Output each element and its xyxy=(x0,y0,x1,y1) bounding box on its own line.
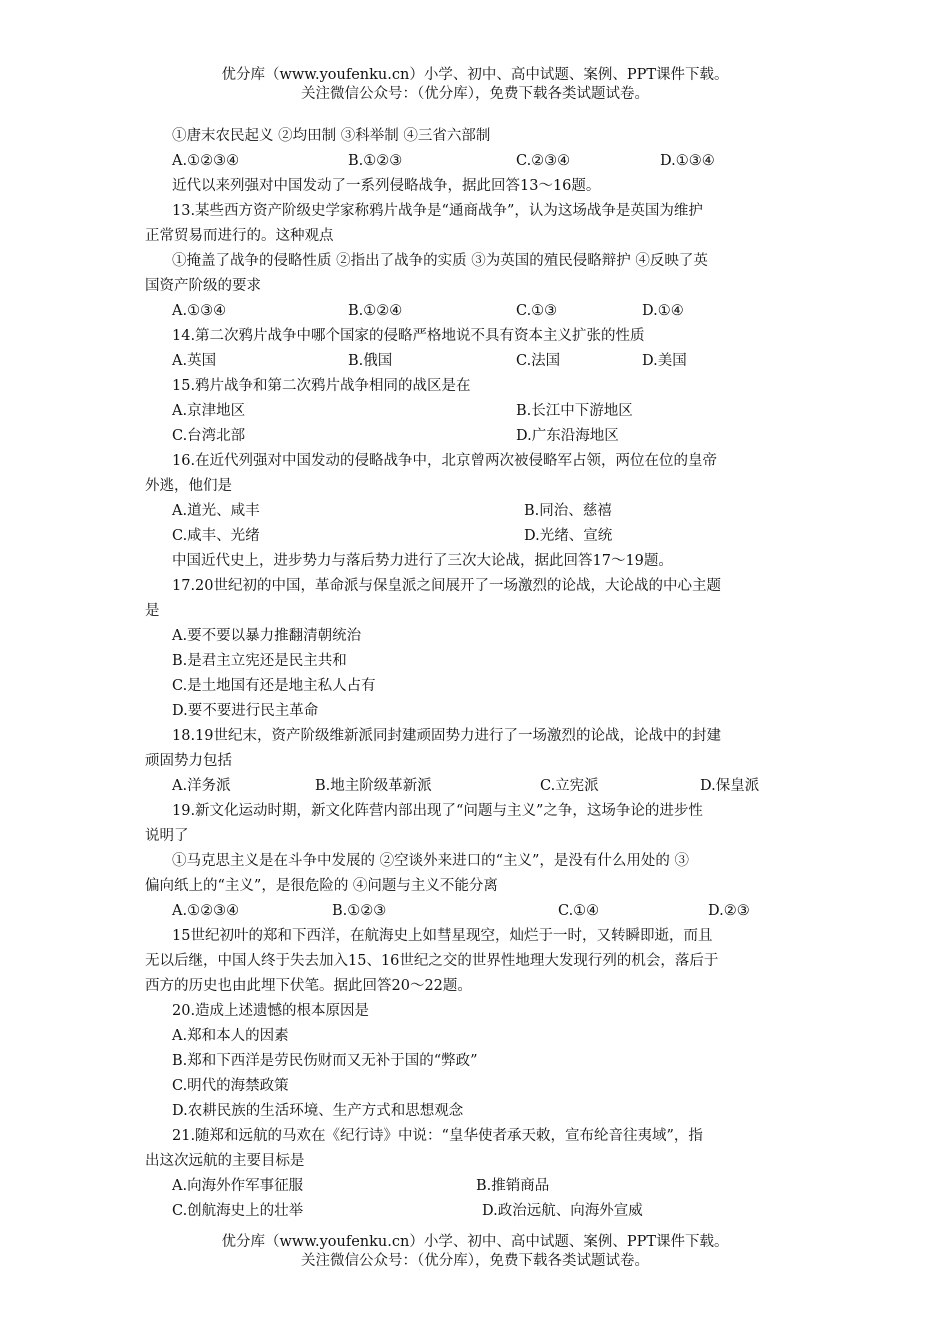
q15-option-b: B.长江中下游地区 xyxy=(516,403,633,419)
q16-stem-2: 外逃，他们是 xyxy=(145,478,232,494)
q21-option-c: C.创航海史上的壮举 xyxy=(172,1203,304,1219)
q16-option-c: C.咸丰、光绪 xyxy=(172,528,260,544)
intro20-line-3: 西方的历史也由此埋下伏笔。据此回答20～22题。 xyxy=(145,978,472,994)
q19-option-c: C.①④ xyxy=(558,903,600,919)
q18-stem-2: 顽固势力包括 xyxy=(145,753,232,769)
q17-stem-2: 是 xyxy=(145,603,160,619)
q12-option-c: C.②③④ xyxy=(516,153,571,169)
q19-option-d: D.②③ xyxy=(708,903,750,919)
intro20-line-2: 无以后继，中国人终于失去加入15、16世纪之交的世界性地理大发现行列的机会，落后于 xyxy=(145,953,719,969)
q18-option-a: A.洋务派 xyxy=(172,778,231,794)
q17-option-d: D.要不要进行民主革命 xyxy=(172,703,319,719)
q20-option-c: C.明代的海禁政策 xyxy=(172,1078,289,1094)
q12-items: ①唐末农民起义 ②均田制 ③科举制 ④三省六部制 xyxy=(172,128,491,144)
q19-stem-1: 19.新文化运动时期，新文化阵营内部出现了“问题与主义”之争，这场争论的进步性 xyxy=(172,803,703,819)
q15-stem: 15.鸦片战争和第二次鸦片战争相同的战区是在 xyxy=(172,378,471,394)
q15-option-a: A.京津地区 xyxy=(172,403,246,419)
q17-option-b: B.是君主立宪还是民主共和 xyxy=(172,653,347,669)
q14-option-c: C.法国 xyxy=(516,353,561,369)
q13-option-d: D.①④ xyxy=(642,303,684,319)
q18-option-d: D.保皇派 xyxy=(700,778,760,794)
q17-option-a: A.要不要以暴力推翻清朝统治 xyxy=(172,628,362,644)
q16-stem-1: 16.在近代列强对中国发动的侵略战争中，北京曾两次被侵略军占领，两位在位的皇帝 xyxy=(172,453,718,469)
q21-stem-1: 21.随郑和远航的马欢在《纪行诗》中说：“皇华使者承天敕，宣布纶音往夷域”，指 xyxy=(172,1128,703,1144)
q18-option-b: B.地主阶级革新派 xyxy=(315,778,432,794)
q14-stem: 14.第二次鸦片战争中哪个国家的侵略严格地说不具有资本主义扩张的性质 xyxy=(172,328,645,344)
intro-17-19: 中国近代史上，进步势力与落后势力进行了三次大论战，据此回答17～19题。 xyxy=(172,553,673,569)
q13-items-2: 国资产阶级的要求 xyxy=(145,278,261,294)
q16-option-d: D.光绪、宣统 xyxy=(524,528,613,544)
q20-option-b: B.郑和下西洋是劳民伤财而又无补于国的“弊政” xyxy=(172,1053,478,1069)
q13-option-b: B.①②④ xyxy=(348,303,403,319)
q16-option-b: B.同治、慈禧 xyxy=(524,503,612,519)
q16-option-a: A.道光、咸丰 xyxy=(172,503,260,519)
q18-stem-1: 18.19世纪末，资产阶级维新派同封建顽固势力进行了一场激烈的论战，论战中的封建 xyxy=(172,728,722,744)
q14-option-d: D.美国 xyxy=(642,353,687,369)
q17-stem-1: 17.20世纪初的中国，革命派与保皇派之间展开了一场激烈的论战，大论战的中心主题 xyxy=(172,578,722,594)
q21-option-a: A.向海外作军事征服 xyxy=(172,1178,304,1194)
q15-option-d: D.广东沿海地区 xyxy=(516,428,619,444)
q18-option-c: C.立宪派 xyxy=(540,778,599,794)
q17-option-c: C.是土地国有还是地主私人占有 xyxy=(172,678,376,694)
q15-option-c: C.台湾北部 xyxy=(172,428,246,444)
q20-option-d: D.农耕民族的生活环境、生产方式和思想观念 xyxy=(172,1103,464,1119)
q19-option-b: B.①②③ xyxy=(332,903,387,919)
intro-13-16: 近代以来列强对中国发动了一系列侵略战争，据此回答13～16题。 xyxy=(172,178,601,194)
q13-option-a: A.①③④ xyxy=(172,303,227,319)
q12-option-a: A.①②③④ xyxy=(172,153,240,169)
q20-stem: 20.造成上述遗憾的根本原因是 xyxy=(172,1003,370,1019)
q13-stem-1: 13.某些西方资产阶级史学家称鸦片战争是“通商战争”，认为这场战争是英国为维护 xyxy=(172,203,703,219)
intro20-line-1: 15世纪初叶的郑和下西洋，在航海史上如彗星现空，灿烂于一时，又转瞬即逝，而且 xyxy=(172,928,713,944)
footer-line-2: 关注微信公众号：（优分库），免费下载各类试题试卷。 xyxy=(301,1253,649,1269)
header-line-1: 优分库（www.youfenku.cn）小学、初中、高中试题、案例、PPT课件下载。 xyxy=(221,67,729,83)
q21-option-d: D.政治远航、向海外宣威 xyxy=(482,1203,643,1219)
q21-option-b: B.推销商品 xyxy=(476,1178,550,1194)
q19-items-2: 偏向纸上的“主义”，是很危险的 ④问题与主义不能分离 xyxy=(145,878,498,894)
q13-option-c: C.①③ xyxy=(516,303,558,319)
q14-option-a: A.英国 xyxy=(172,353,217,369)
header-line-2: 关注微信公众号：（优分库），免费下载各类试题试卷。 xyxy=(301,86,649,102)
q21-stem-2: 出这次远航的主要目标是 xyxy=(145,1153,305,1169)
q13-items-1: ①掩盖了战争的侵略性质 ②指出了战争的实质 ③为英国的殖民侵略辩护 ④反映了英 xyxy=(172,253,708,269)
q14-option-b: B.俄国 xyxy=(348,353,393,369)
q19-option-a: A.①②③④ xyxy=(172,903,240,919)
q12-option-b: B.①②③ xyxy=(348,153,403,169)
q13-stem-2: 正常贸易而进行的。这种观点 xyxy=(145,228,334,244)
q19-items-1: ①马克思主义是在斗争中发展的 ②空谈外来进口的“主义”，是没有什么用处的 ③ xyxy=(172,853,690,869)
q20-option-a: A.郑和本人的因素 xyxy=(172,1028,289,1044)
q19-stem-2: 说明了 xyxy=(145,828,189,844)
q12-option-d: D.①③④ xyxy=(660,153,715,169)
footer-line-1: 优分库（www.youfenku.cn）小学、初中、高中试题、案例、PPT课件下载。 xyxy=(221,1234,729,1250)
